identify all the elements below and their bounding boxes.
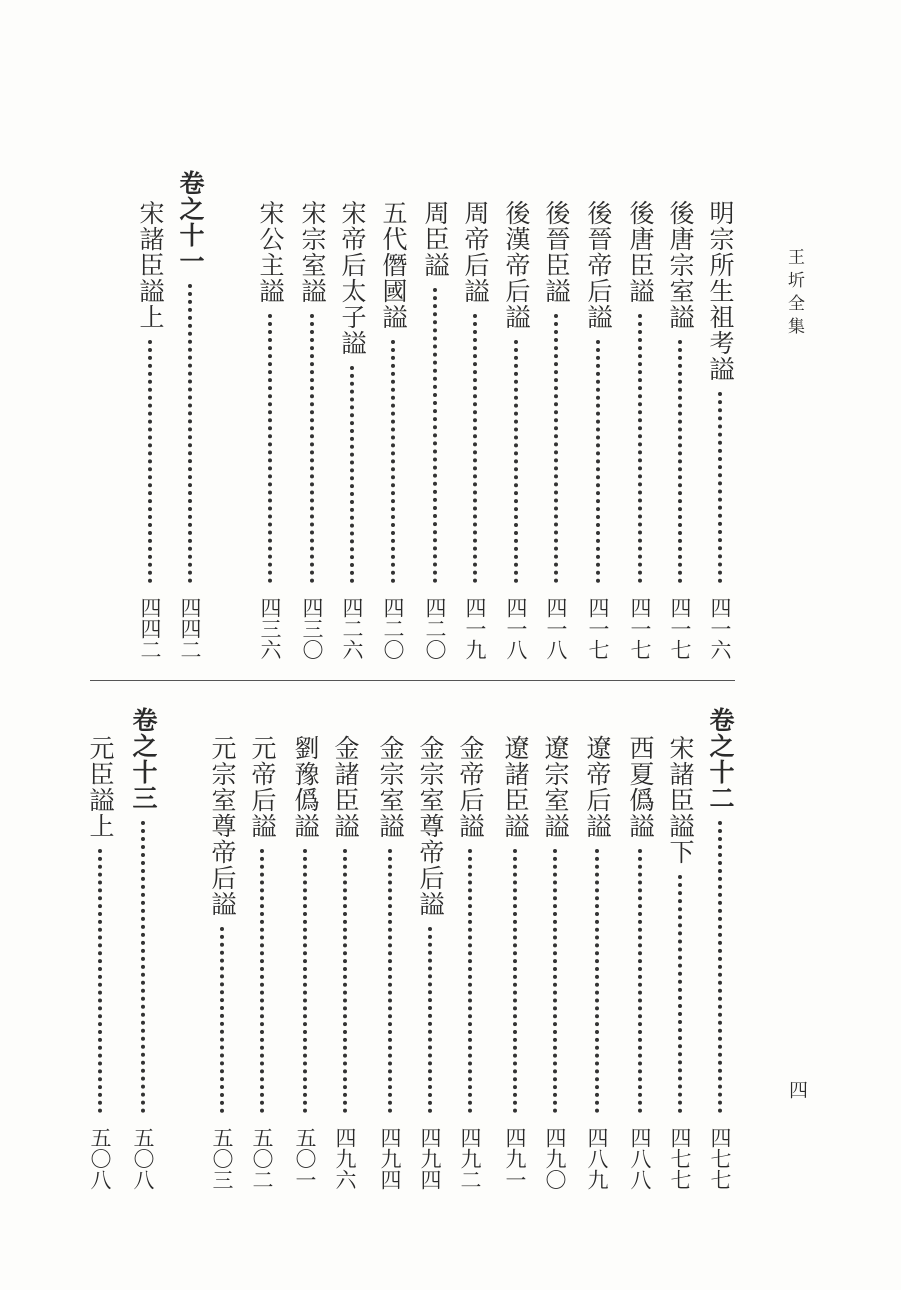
dot-leader [638,849,642,1113]
dot-leader [473,314,477,583]
dot-leader [678,340,682,583]
dot-leader [678,875,682,1113]
toc-entry [85,735,115,1190]
toc-entry-page: 五〇三 [210,1127,234,1190]
dot-leader [638,314,642,583]
toc-entry-title: 元宗室尊帝后謚 [208,735,237,917]
dot-leader [350,366,354,583]
toc-entry-page: 四一七 [668,597,692,660]
toc-entry-page: 五〇二 [250,1127,274,1190]
toc-entry-title: 金帝后謚 [456,735,485,839]
toc-entry-title: 後唐宗室謚 [666,200,695,330]
toc-entry-title: 遼宗室謚 [541,735,570,839]
toc-entry-title: 周帝后謚 [461,200,490,304]
dot-leader [268,314,272,583]
toc-entry-title: 元帝后謚 [248,735,277,839]
toc-entry [665,200,695,660]
dot-leader [388,849,392,1113]
toc-entry [582,735,612,1190]
dot-leader [718,821,722,1113]
toc-entry-page: 四四二 [138,597,162,660]
toc-entry [540,735,570,1190]
toc-entry-page: 四八八 [628,1127,652,1190]
toc-entry [625,200,655,660]
toc-entry-page: 四九二 [458,1127,482,1190]
toc-entry-page: 四四二 [178,597,202,660]
toc-entry-page: 五〇八 [88,1127,112,1190]
toc-entry-page: 五〇八 [131,1127,155,1190]
toc-entry-page: 四三〇 [300,597,324,660]
toc-entry [455,735,485,1190]
toc-entry-page: 四三六 [258,597,282,660]
toc-entry [501,200,531,660]
toc-entry-page: 四二六 [340,597,364,660]
dot-leader [428,927,432,1113]
toc-entry [247,735,277,1190]
toc-entry-page: 五〇一 [293,1127,317,1190]
toc-entry [290,735,320,1190]
toc-entry-page: 四一八 [544,597,568,660]
toc-entry-title: 宋諸臣謚上 [136,200,165,330]
toc-entry-title: 遼諸臣謚 [501,735,530,839]
dot-leader [391,340,395,583]
toc-entry-page: 四九四 [378,1127,402,1190]
dot-leader [513,849,517,1113]
toc-entry [420,200,450,660]
dot-leader [343,849,347,1113]
toc-entry [625,735,655,1190]
toc-entry-page: 四九一 [503,1127,527,1190]
toc-entry [541,200,571,660]
dot-leader [433,288,437,583]
toc-entry-title: 西夏僞謚 [626,735,655,839]
toc-entry [415,735,445,1190]
dot-leader [220,927,224,1113]
toc-entry-title: 宋帝后太子謚 [338,200,367,356]
toc-entry-title: 卷之十三 [129,707,158,811]
toc-entry [337,200,367,660]
toc-entry [207,735,237,1190]
dot-leader [303,849,307,1113]
toc-entry-title: 周臣謚 [421,200,450,278]
toc-entry-page: 四二〇 [381,597,405,660]
dot-leader [260,849,264,1113]
toc-entry [255,200,285,660]
toc-entry-title: 元臣謚上 [86,735,115,839]
toc-entry-title: 宋公主謚 [256,200,285,304]
toc-volume-heading [128,707,158,1190]
toc-entry [665,735,695,1190]
toc-entry-page: 四二〇 [423,597,447,660]
toc-entry [375,735,405,1190]
dot-leader [310,314,314,583]
toc-volume-heading [705,707,735,1190]
toc-entry-title: 後晉帝后謚 [584,200,613,330]
toc-entry-title: 後漢帝后謚 [502,200,531,330]
toc-entry-page: 四九六 [333,1127,357,1190]
toc-entry-page: 四九〇 [543,1127,567,1190]
toc-entry-title: 後晉臣謚 [542,200,571,304]
dot-leader [98,849,102,1113]
dot-leader [596,340,600,583]
dot-leader [188,284,192,583]
toc-entry-title: 明宗所生祖考謚 [706,200,735,382]
toc-entry-page: 四一六 [708,597,732,660]
dot-leader [718,392,722,583]
toc-entry-page: 四一九 [463,597,487,660]
toc-entry [460,200,490,660]
dot-leader [148,340,152,583]
toc-entry-page: 四一八 [504,597,528,660]
toc-entry-title: 卷之十一 [176,170,205,274]
dot-leader [595,849,599,1113]
toc-entry [500,735,530,1190]
page-number: 四 [786,1080,808,1099]
toc-entry-title: 金宗室尊帝后謚 [416,735,445,917]
toc-entry-page: 四一七 [628,597,652,660]
toc-entry-page: 四一七 [586,597,610,660]
toc-entry-title: 宋宗室謚 [298,200,327,304]
toc-entry-title: 後唐臣謚 [626,200,655,304]
dot-leader [468,849,472,1113]
toc-entry-page: 四九四 [418,1127,442,1190]
dot-leader [141,821,145,1113]
dot-leader [514,340,518,583]
dot-leader [554,314,558,583]
toc-entry [297,200,327,660]
toc-entry-title: 金宗室謚 [376,735,405,839]
running-header-book-title: 王圻全集 [784,248,804,340]
toc-entry-title: 金諸臣謚 [331,735,360,839]
toc-entry-title: 卷之十二 [706,707,735,811]
toc-entry-page: 四七七 [708,1127,732,1190]
toc-entry [378,200,408,660]
toc-entry [583,200,613,660]
toc-entry-title: 遼帝后謚 [583,735,612,839]
toc-entry-page: 四八九 [585,1127,609,1190]
toc-entry-page: 四七七 [668,1127,692,1190]
toc-entry-title: 宋諸臣謚下 [666,735,695,865]
toc-volume-heading [175,170,205,660]
toc-entry [330,735,360,1190]
toc-entry-title: 五代僭國謚 [379,200,408,330]
toc-entry-title: 劉豫僞謚 [291,735,320,839]
toc-entry [705,200,735,660]
dot-leader [553,849,557,1113]
toc-entry [135,200,165,660]
section-divider [90,680,735,681]
